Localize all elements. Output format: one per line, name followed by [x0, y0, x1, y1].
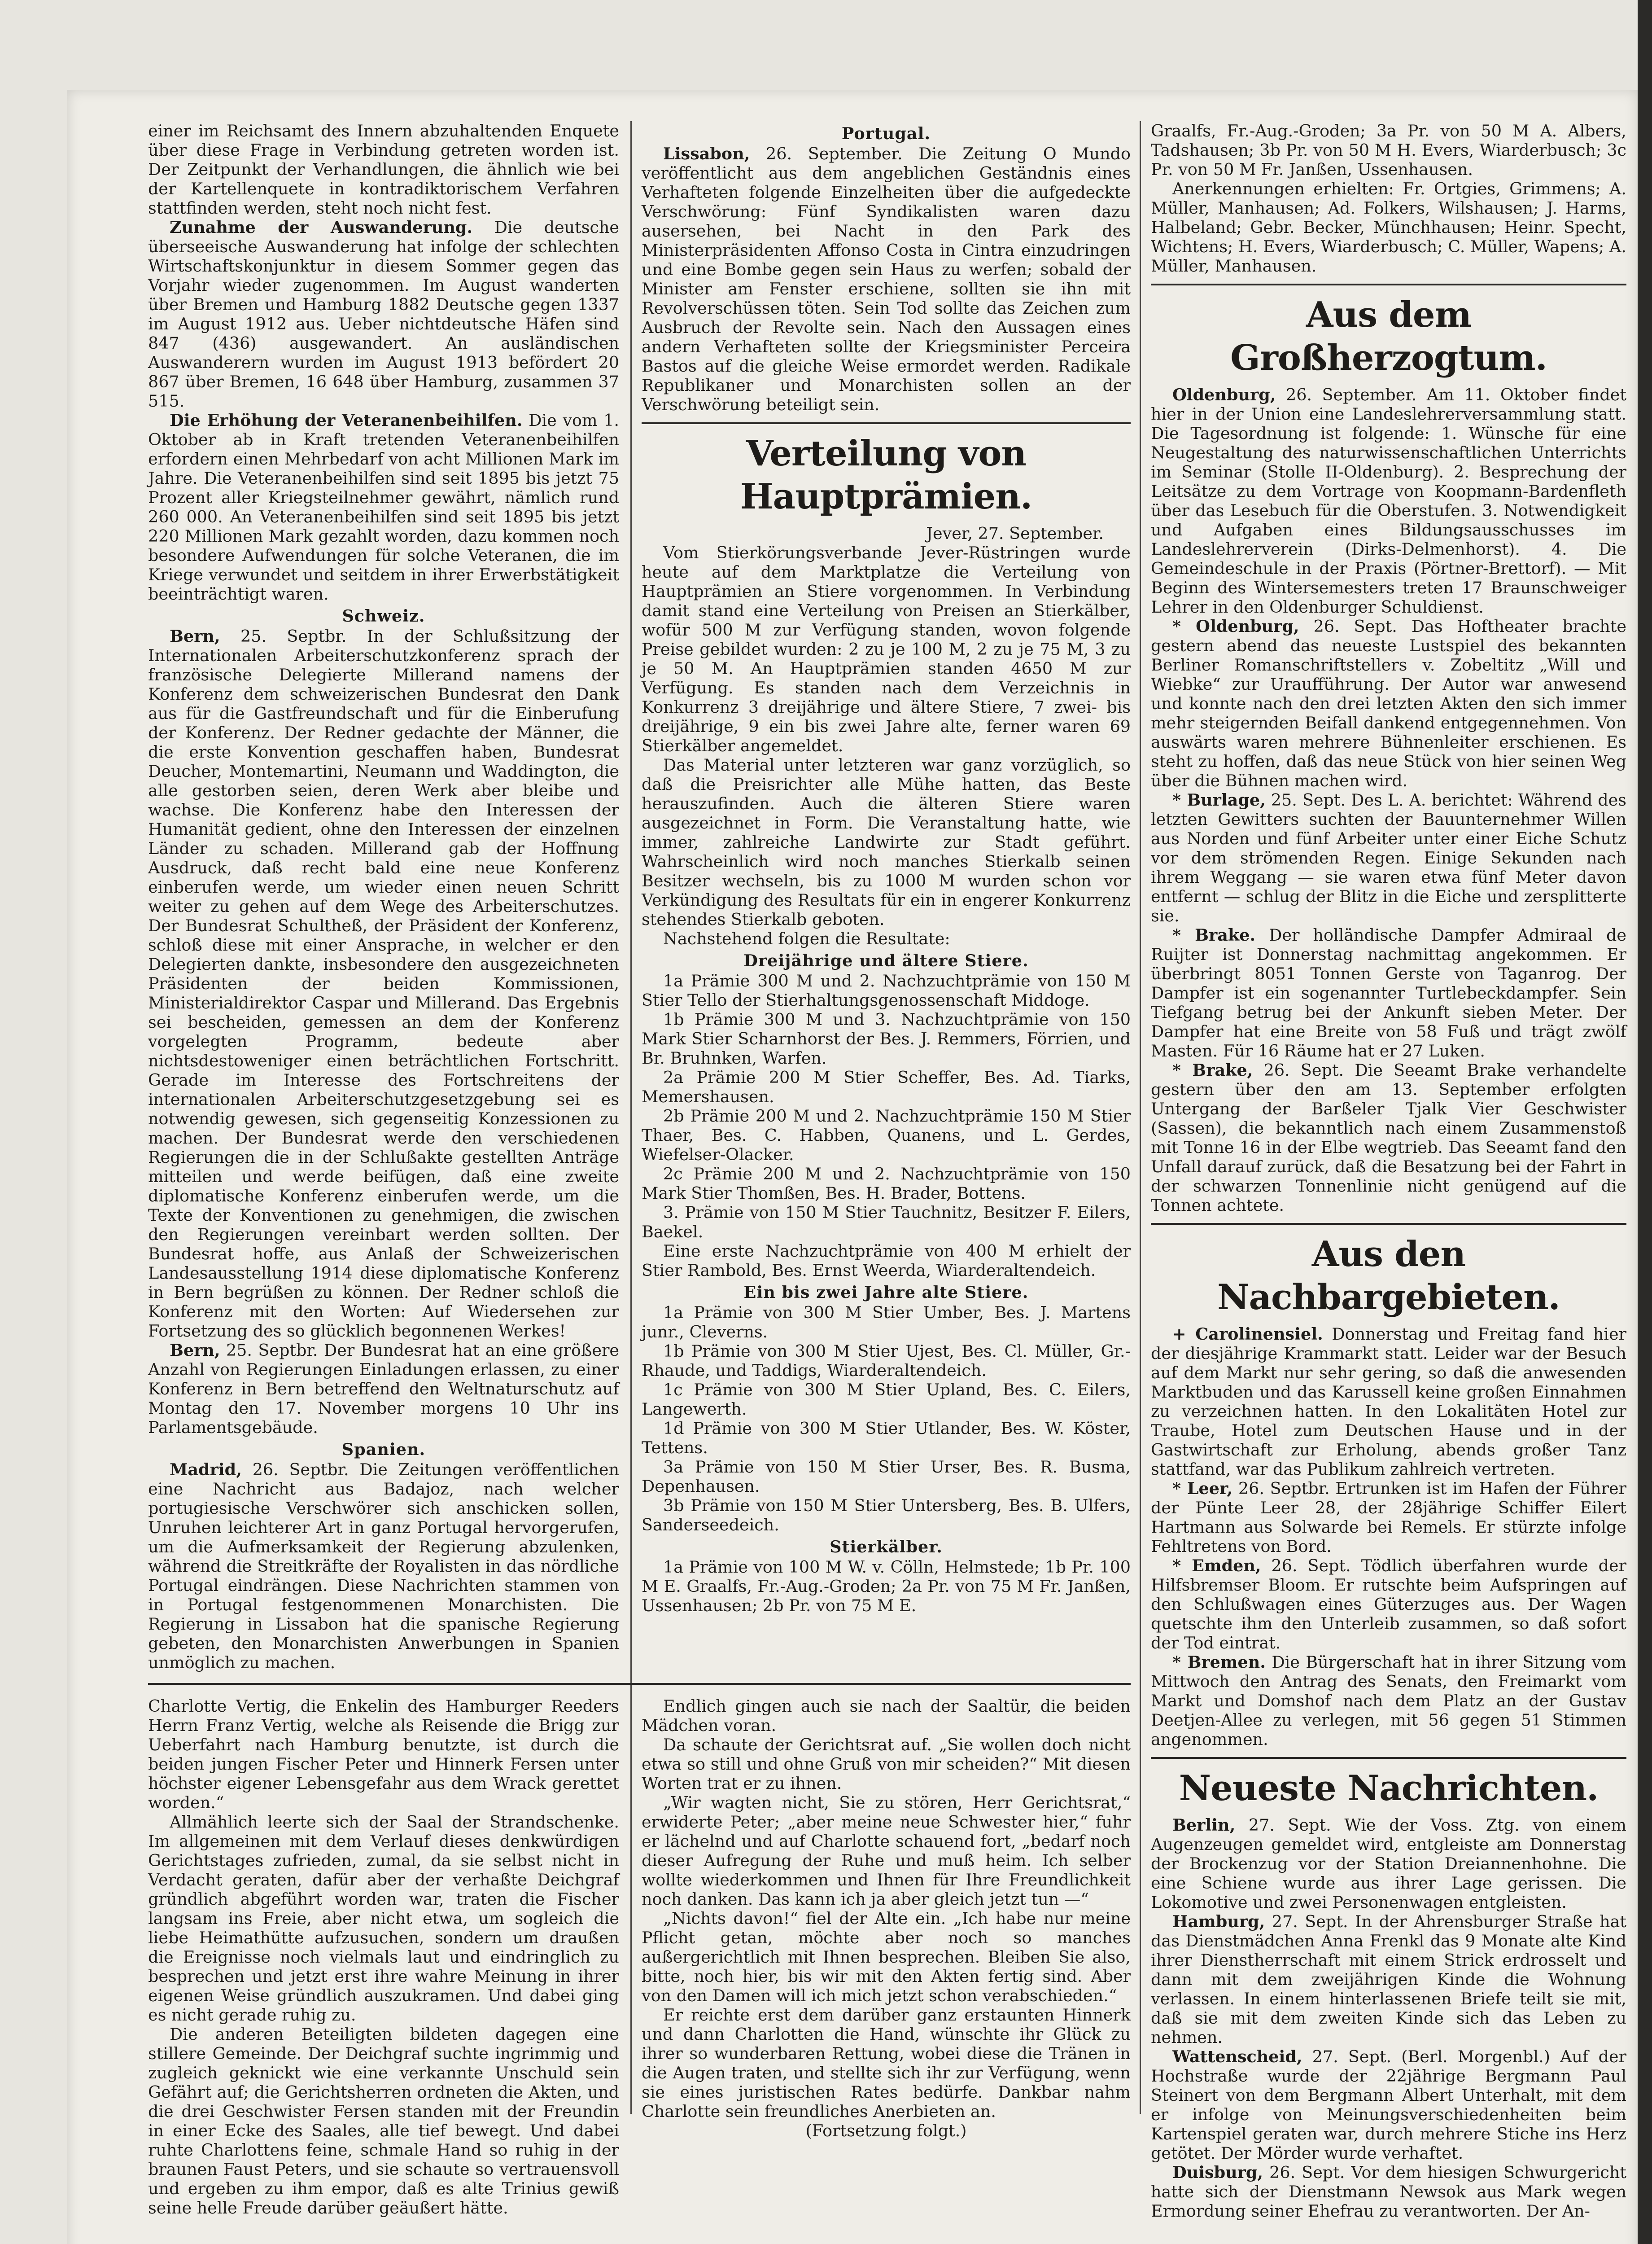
- paragraph: Das Material unter letzteren war ganz vorzüglich, so daß die Preisrichter alle Mühe hatten, das Beste herauszufinden. Auch die älteren Stiere waren ausgezeichnet in Form. Die Veranstaltung hatte, wie immer, zahlreiche Landwirte zur Stadt geführt. Wahrscheinlich wird noch manches Stierkalb seinen Besitzer wechseln, bis zu 1000 M wurden schon vor Verkündigung des Resultats für ein in engerer Konkurrenz stehendes Stierkalb geboten.: [642, 755, 1131, 929]
- section-title: Aus dem Großherzogtum.: [1230, 294, 1547, 378]
- paragraph: * Bremen. Die Bürgerschaft hat in ihrer Sitzung vom Mittwoch den Antrag des Senats, den Freimarkt vom Markt und Domshof nach dem Platz an der Gustav Deetjen-Allee zu verlegen, mit 56 gegen 51 Stimmen angenommen.: [1151, 1652, 1627, 1749]
- result-entry: 1b Prämie von 300 M Stier Ujest, Bes. Cl. Müller, Gr.-Rhaude, und Taddigs, Wiarderaltendeich.: [642, 1341, 1131, 1380]
- column-divider: [1140, 121, 1141, 2114]
- paragraph: * Brake. Der holländische Dampfer Admiraal de Ruijter ist Donnerstag nachmittag angekommen. Er überbringt 8051 Tonnen Gerste von Taganrog. Der Dampfer ist ein sogenannter Turtlebeckdampfer. Sein Tiefgang betrug bei der Ankunft sieben Meter. Der Dampfer hat eine Breite von 58 Fuß und trägt zwölf Masten. Für 16 Räume hat er 27 Luken.: [1151, 925, 1626, 1061]
- paragraph: * Brake, 26. Sept. Die Seeamt Brake verhandelte gestern über den am 13. September erfolgten Untergang der Barßeler Tjalk Vier Geschwister (Sassen), die bekanntlich nach einem Zusammenstoß mit Tonne 16 in der Elbe wegtrieb. Das Seeamt fand den Unfall darauf zurück, daß die Besatzung bei der Fahrt in der schwarzen Tonnenlinie nicht genügend auf die Tonnen achtete.: [1151, 1061, 1626, 1215]
- result-entry: 1b Prämie 300 M und 3. Nachzuchtprämie von 150 Mark Stier Scharnhorst der Bes. J. Remmers, Förrien, und Br. Bruhnken, Warfen.: [642, 1010, 1131, 1068]
- result-entry: 1a Prämie von 300 M Stier Umber, Bes. J. Martens junr., Cleverns.: [642, 1303, 1131, 1341]
- article-head: Zunahme der Auswanderung.: [170, 218, 473, 237]
- paragraph: einer im Reichsamt des Innern abzuhaltenden Enquete über diese Frage in Verbindung getreten worden ist. Der Zeitpunkt der Verhandlungen, die ähnlich wie bei der Kartellenquete in kontradiktorischem Verfahren stattfinden werden, steht noch nicht fest.: [148, 121, 619, 218]
- paragraph: Endlich gingen auch sie nach der Saaltür, die beiden Mädchen voran.: [642, 1696, 1131, 1735]
- feuilleton-column-2: [642, 1696, 1131, 2140]
- paragraph: Vom Stierkörungsverbande Jever-Rüstringen wurde heute auf dem Marktplatze die Verteilung von Hauptprämien an Stiere vorgenommen. In Verbindung damit stand eine Verteilung von Preisen an Stierkälber, wofür 500 M zur Verfügung standen, wovon folgende Preise gebildet wurden: 2 zu je 100 M, 2 zu je 75 M, 3 zu je 50 M. An Hauptprämien standen 4650 M zur Verfügung. Es standen nach dem Verzeichnis in Konkurrenz 3 dreijährige und ältere Stiere, 7 zwei- bis dreijährige, 9 ein bis zwei Jahre alte, ferner waren 69 Stierkälber angemeldet.: [642, 543, 1131, 755]
- paragraph: Da schaute der Gerichtsrat auf. „Sie wollen doch nicht etwa so still und ohne Gruß von mir scheiden?“ Mit diesen Worten trat er zu ihnen.: [642, 1735, 1131, 1793]
- dateline: * Bremen.: [1172, 1652, 1266, 1672]
- dateline: * Burlage,: [1172, 790, 1266, 810]
- column-1: [148, 121, 619, 1672]
- continuation-note: (Fortsetzung folgt.): [805, 2121, 967, 2140]
- column-2: [642, 121, 1131, 1615]
- result-entry: 1a Prämie von 100 M W. v. Cölln, Helmstede; 1b Pr. 100 M E. Graalfs, Fr.-Aug.-Groden; 2a Pr. von 75 M Fr. Janßen, Ussenhausen; 2b Pr. von 75 M E.: [642, 1557, 1131, 1615]
- rule: [1151, 1757, 1626, 1759]
- section-heading: Portugal.: [841, 124, 931, 143]
- dateline: Hamburg,: [1172, 1912, 1265, 1931]
- rule: [1151, 284, 1626, 285]
- dateline: Wattenscheid,: [1172, 2047, 1302, 2066]
- dateline: Berlin,: [1172, 1815, 1236, 1835]
- column-divider: [630, 121, 632, 2114]
- paragraph: Graalfs, Fr.-Aug.-Groden; 3a Pr. von 50 M A. Albers, Tadshausen; 3b Pr. von 50 M H. Evers, Wiarderbusch; 3c Pr. von 50 M Fr. Janßen, Ussenhausen.: [1151, 121, 1626, 179]
- dateline: * Emden,: [1172, 1556, 1261, 1575]
- rule: [1151, 1223, 1626, 1225]
- paragraph: Lissabon, 26. September. Die Zeitung O Mundo veröffentlicht aus dem angeblichen Geständnis eines Verhafteten folgende Einzelheiten über die aufgedeckte Verschwörung: Fünf Syndikalisten waren dazu ausersehen, bei Nacht in den Park des Ministerpräsidenten Affonso Costa in Cintra einzudringen und eine Bombe gegen sein Haus zu werfen; sobald der Minister am Fenster erschiene, sollten sie ihn mit Revolverschüssen töten. Sein Tod sollte das Zeichen zum Ausbruch der Revolte sein. Nach den Aussagen eines andern Verhafteten sollte der Kriegsminister Perceira Bastos auf die gleiche Weise ermordet werden. Radikale Republikaner und Monarchisten sollen an der Verschwörung beteiligt sein.: [642, 144, 1131, 414]
- paragraph: Nachstehend folgen die Resultate:: [663, 929, 950, 948]
- paragraph: Berlin, 27. Sept. Wie der Voss. Ztg. von einem Augenzeugen gemeldet wird, entgleiste am Donnerstag der Brockenzug vor der Station Dreiannenhohne. Die eine Schiene wurde aus ihrer Lage gerissen. Die Lokomotive und zwei Personenwagen entgleisten.: [1151, 1815, 1626, 1912]
- dateline: Lissabon,: [663, 144, 750, 163]
- subheading: Stierkälber.: [830, 1537, 943, 1556]
- paragraph: * Oldenburg, 26. Sept. Das Hoftheater brachte gestern abend das neueste Lustspiel des bekannten Berliner Romanschriftstellers v. Zobeltitz „Will und Wiebke“ zur Uraufführung. Der Autor war anwesend und konnte nach den drei letzten Akten den sich immer mehr steigernden Beifall dankend entgegennehmen. Von auswärts waren mehrere Bühnenleiter erschienen. Es steht zu hoffen, daß das neue Stück von hier seinen Weg über die Bühnen machen wird.: [1151, 617, 1626, 790]
- paragraph: Bern, 25. Septbr. In der Schlußsitzung der Internationalen Arbeiterschutzkonferenz sprach der französische Delegierte Millerand namens der Konferenz dem schweizerischen Bundesrat den Dank aus für die Gastfreundschaft und für die Einberufung der Konferenz. Der Redner gedachte der Männer, die die erste Konvention geschaffen haben, Bundesrat Deucher, Montemartini, Neumann und Waddington, die alle gestorben seien, deren Werk aber bleibe und wachse. Die Konferenz habe den Interessen der Humanität gedient, ohne den Interessen der einzelnen Länder zu schaden. Millerand gab der Hoffnung Ausdruck, daß recht bald eine neue Konferenz einberufen werde, um wieder einen neuen Schritt weiter zu gehen auf dem Wege des Arbeiterschutzes. Der Bundesrat Schultheß, der Präsident der Konferenz, schloß diese mit einer Ansprache, in welcher er den Delegierten dankte, insbesondere den ausgezeichneten Präsidenten der beiden Kommissionen, Ministerialdirektor Caspar und Millerand. Das Ergebnis sei bescheiden, gemessen an dem der Konferenz vorgelegten Programm, bedeute aber nichtsdestoweniger einen beträchtlichen Fortschritt. Gerade im Interesse des Fortschreitens der internationalen Arbeiterschutzgesetzgebung sei es notwendig gewesen, sich gegenseitig Konzessionen zu machen. Der Bundesrat werde den verschiedenen Regierungen die in der Schlußakte gestellten Anträge mitteilen und werde beifügen, daß eine zweite diplomatische Konferenz einberufen werde, um die Texte der Konventionen zu genehmigen, die zwischen den Regierungen vereinbart werden sollten. Der Bundesrat hoffe, aus Anlaß der Schweizerischen Landesausstellung 1914 diese diplomatische Konferenz in Bern begrüßen zu können. Der Redner schloß die Konferenz mit den Worten: Auf Wiedersehen zur Fortsetzung des so glücklich begonnenen Werkes!: [148, 627, 619, 1341]
- dateline: Bern,: [170, 627, 220, 646]
- result-entry: 1a Prämie 300 M und 2. Nachzuchtprämie von 150 M Stier Tello der Stierhaltungsgenossenschaft Middoge.: [642, 971, 1131, 1010]
- dateline: * Oldenburg,: [1172, 617, 1299, 636]
- dateline: * Brake.: [1172, 925, 1256, 945]
- dateline: * Leer,: [1172, 1479, 1233, 1498]
- paragraph: Anerkennungen erhielten: Fr. Ortgies, Grimmens; A. Müller, Manhausen; Ad. Folkers, Wilshausen; J. Harms, Halbeland; Gebr. Becker, Münchhausen; Heinr. Specht, Wichtens; H. Evers, Wiarderbusch; C. Müller, Wapens; A. Müller, Manhausen.: [1151, 179, 1626, 276]
- result-entry: 2b Prämie 200 M und 2. Nachzuchtprämie 150 M Stier Thaer, Bes. C. Habben, Quanens, und L. Gerdes, Wiefelser-Olacker.: [642, 1106, 1131, 1164]
- paragraph: Duisburg, 26. Sept. Vor dem hiesigen Schwurgericht hatte sich der Dienstmann Newsok aus Mark wegen Ermordung seiner Ehefrau zu verantworten. Der An-: [1151, 2163, 1626, 2221]
- section-heading: Schweiz.: [342, 606, 425, 626]
- result-entry: Eine erste Nachzuchtprämie von 400 M erhielt der Stier Rambold, Bes. Ernst Weerda, Wiarderaltendeich.: [642, 1241, 1131, 1280]
- paragraph: Zunahme der Auswanderung. Die deutsche überseeische Auswanderung hat infolge der schlechten Wirtschaftskonjunktur in diesem Sommer gegen das Vorjahr wieder zugenommen. Im August wanderten über Bremen und Hamburg 1882 Deutsche gegen 1337 im August 1912 aus. Ueber nichtdeutsche Häfen sind 847 (436) ausgewandert. An ausländischen Auswanderern wurden im August 1913 befördert 20 867 über Bremen, 16 648 über Hamburg, zusammen 37 515.: [148, 218, 620, 411]
- dateline: Jever, 27. September.: [926, 524, 1104, 543]
- subheading: Dreijährige und ältere Stiere.: [743, 951, 1029, 970]
- paragraph: Charlotte Vertig, die Enkelin des Hamburger Reeders Herrn Franz Vertig, welche als Reisende die Brigg zur Ueberfahrt nach Hamburg benutzte, ist durch die beiden jungen Fischer Peter und Hinnerk Fersen unter höchster eigener Lebensgefahr aus dem Wrack gerettet worden.“: [148, 1696, 619, 1812]
- paragraph: Die anderen Beteiligten bildeten dagegen eine stillere Gemeinde. Der Deichgraf suchte ingrimmig und zugleich geknickt wie eine verkannte Unschuld sein Gefährt auf; die Gerichtsherren ordneten die Akten, und die drei Geschwister Fersen standen mit der Freundin in einer Ecke des Saales, alle tief bewegt. Und dabei ruhte Charlottens feine, schmale Hand so ruhig in der braunen Faust Peters, und sie schaute so vertrauensvoll und ergeben zu ihm empor, daß es alte Trinius gewiß seine helle Freude darüber geäußert hätte.: [148, 2025, 619, 2218]
- paragraph: „Nichts davon!“ fiel der Alte ein. „Ich habe nur meine Pflicht getan, möchte aber noch so manches außergerichtlich mit Ihnen besprechen. Bleiben Sie also, bitte, noch hier, bis wir mit den Akten fertig sind. Aber von den Damen will ich mich jetzt schon verabschieden.“: [642, 1909, 1131, 2005]
- paragraph: * Leer, 26. Septbr. Ertrunken ist im Hafen der Führer der Pünte Leer 28, der 28jährige Schiffer Eilert Hartmann aus Solwarde bei Remels. Er stürzte infolge Fehltretens von Bord.: [1151, 1479, 1626, 1556]
- result-entry: 2c Prämie 200 M und 2. Nachzuchtprämie von 150 Mark Stier Thomßen, Bes. H. Brader, Bottens.: [642, 1164, 1131, 1203]
- paragraph: Allmählich leerte sich der Saal der Strandschenke. Im allgemeinen mit dem Verlauf dieses denkwürdigen Gerichtstages zufrieden, zumal, da sie selbst nicht in Verdacht geraten, dafür aber der verhaßte Deichgraf gründlich abgeführt worden war, traten die Fischer langsam ins Freie, aber nicht etwa, um sogleich die liebe Heimathütte aufzusuchen, sondern um draußen die Ereignisse noch vielmals laut und eindringlich zu besprechen und jetzt erst ihre wahre Meinung in ihrer eigenen Weise gründlich auszukramen. Und dabei ging es nicht gerade ruhig zu.: [148, 1812, 619, 2025]
- dateline: Madrid,: [170, 1460, 242, 1479]
- subheading: Ein bis zwei Jahre alte Stiere.: [743, 1283, 1029, 1302]
- column-3: [1151, 121, 1626, 2221]
- paragraph: Wattenscheid, 27. Sept. (Berl. Morgenbl.) Auf der Hochstraße wurde der 22jährige Bergmann Paul Steinert von dem Bergmann Albert Unterhalt, mit dem er infolge von Meinungsverschiedenheiten beim Kartenspiel geraten war, durch mehrere Stiche ins Herz getötet. Der Mörder wurde verhaftet.: [1151, 2047, 1626, 2163]
- dateline: Bern,: [170, 1341, 220, 1360]
- paragraph: Die Erhöhung der Veteranenbeihilfen. Die vom 1. Oktober ab in Kraft tretenden Veteranenbeihilfen erfordern einen Mehrbedarf von acht Millionen Mark im Jahre. Die Veteranenbeihilfen sind seit 1895 bis jetzt 75 Prozent aller Kriegsteilnehmer gewährt, nämlich rund 260 000. An Veteranenbeihilfen sind seit 1895 bis jetzt 220 Millionen Mark gezahlt worden, dazu kommen noch besondere Aufwendungen für solche Veteranen, die im Kriege verwundet und seitdem in ihrer Erwerbstätigkeit beeinträchtigt waren.: [148, 411, 619, 604]
- paragraph: + Carolinensiel. Donnerstag und Freitag fand hier der diesjährige Krammarkt statt. Leider war der Besuch auf dem Markt nur sehr gering, so daß die anwesenden Marktbuden und das Karussell keine großen Einnahmen zu verzeichnen hatten. In den Lokalitäten Hotel zur Traube, Hotel zum Deutschen Hause und in der Gastwirtschaft zur Erholung, abends großer Tanz stattfand, war das Publikum zahlreich vertreten.: [1151, 1324, 1626, 1479]
- dateline: Oldenburg,: [1172, 385, 1276, 404]
- scan-edge: [1638, 0, 1652, 2244]
- dateline: Duisburg,: [1172, 2163, 1263, 2182]
- paragraph: * Burlage, 25. Sept. Des L. A. berichtet: Während des letzten Gewitters suchten der Bauunternehmer Willen aus Norden und fünf Arbeiter unter einer Eiche Schutz vor dem strömenden Regen. Einige Sekunden nach ihrem Weggang — sie waren etwa fünf Meter davon entfernt — schlug der Blitz in die Eiche und zersplitterte sie.: [1151, 790, 1626, 925]
- dateline: + Carolinensiel.: [1172, 1324, 1323, 1344]
- paragraph: Oldenburg, 26. September. Am 11. Oktober findet hier in der Union eine Landeslehrerversammlung statt. Die Tagesordnung ist folgende: 1. Wünsche für eine Neugestaltung des naturwissenschaftlichen Unterrichts im Seminar (Stolle II-Oldenburg). 2. Besprechung der Leitsätze zu dem Vortrage von Koopmann-Bardenfleth über das Lesebuch für die Oberstufen. 3. Notwendigkeit und Aufgaben eines Bildungsausschusses im Landeslehrerverein (Dirks-Delmenhorst). 4. Die Gemeindeschule in der Praxis (Pörtner-Brettorf). — Mit Beginn des Wintersemesters treten 17 Braunschweiger Lehrer in den Oldenburger Schuldienst.: [1151, 385, 1626, 617]
- paragraph: Hamburg, 27. Sept. In der Ahrensburger Straße hat das Dienstmädchen Anna Frenkl das 9 Monate alte Kind ihrer Dienstherrschaft mit einem Strick erdrosselt und dann mit dem zweijährigen Kinde die Wohnung verlassen. In einem hinterlassenen Briefe teilt sie mit, daß sie mit dem zweiten Kinde sich das Leben zu nehmen.: [1151, 1912, 1626, 2047]
- paragraph: Bern, 25. Septbr. Der Bundesrat hat an eine größere Anzahl von Regierungen Einladungen erlassen, zu einer Konferenz in Bern betreffend den Weltnaturschutz auf Montag den 17. November morgens 10 Uhr ins Parlamentsgebäude.: [148, 1341, 619, 1437]
- article-title: Verteilung von Hauptprämien.: [740, 433, 1032, 517]
- result-entry: 3b Prämie von 150 M Stier Untersberg, Bes. B. Ulfers, Sanderseedeich.: [642, 1496, 1131, 1534]
- dateline: * Brake,: [1172, 1061, 1253, 1080]
- result-entry: 3a Prämie von 150 M Stier Urser, Bes. R. Busma, Depenhausen.: [642, 1457, 1131, 1496]
- feuilleton-column-1: [148, 1696, 619, 2218]
- article-head: Die Erhöhung der Veteranenbeihilfen.: [170, 411, 523, 430]
- section-title: Aus den Nachbargebieten.: [1217, 1234, 1560, 1318]
- section-heading: Spanien.: [341, 1440, 426, 1459]
- result-entry: 2a Prämie 200 M Stier Scheffer, Bes. Ad. Tiarks, Memershausen.: [642, 1068, 1131, 1106]
- paragraph: „Wir wagten nicht, Sie zu stören, Herr Gerichtsrat,“ erwiderte Peter; „aber meine neue Schwester hier,“ fuhr er lächelnd und auf Charlotte schauend fort, „bedarf noch dieser Aufregung der Ruhe und muß heim. Ich selber wollte wiederkommen und Ihnen für Ihre Freundlichkeit noch danken. Das kann ich ja aber gleich jetzt tun —“: [642, 1793, 1131, 1909]
- feuilleton-divider: [148, 1683, 1131, 1685]
- rule: [642, 422, 1131, 424]
- result-entry: 1d Prämie von 300 M Stier Utlander, Bes. W. Köster, Tettens.: [642, 1419, 1131, 1457]
- paragraph: Er reichte erst dem darüber ganz erstaunten Hinnerk und dann Charlotten die Hand, wünschte ihr Glück zu ihrer so wunderbaren Rettung, wobei diese die Tränen in die Augen traten, und stellte sich ihr zur Verfügung, wenn sie eines juristischen Rates bedürfe. Dankbar nahm Charlotte sein freundliches Anerbieten an.: [642, 2005, 1131, 2121]
- paragraph: Madrid, 26. Septbr. Die Zeitungen veröffentlichen eine Nachricht aus Badajoz, nach welcher portugiesische Verschwörer sich anschicken sollen, Unruhen leichterer Art in ganz Portugal hervorgerufen, um die Aufmerksamkeit der Regierung abzulenken, während die Streitkräfte der Royalisten in das nördliche Portugal eindrängen. Diese Nachrichten stammen von in Portugal festgenommenen Monarchisten. Die Regierung in Lissabon hat die spanische Regierung gebeten, den Monarchisten Anwerbungen in Spanien unmöglich zu machen.: [148, 1460, 619, 1672]
- result-entry: 1c Prämie von 300 M Stier Upland, Bes. C. Eilers, Langewerth.: [642, 1380, 1131, 1419]
- section-title: Neueste Nachrichten.: [1179, 1768, 1599, 1809]
- paragraph: * Emden, 26. Sept. Tödlich überfahren wurde der Hilfsbremser Bloom. Er rutschte beim Aufspringen auf den Schlußwagen eines Güterzuges aus. Der Wagen quetschte ihm den Unterleib zusammen, so daß sofort der Tod eintrat.: [1151, 1556, 1626, 1652]
- result-entry: 3. Prämie von 150 M Stier Tauchnitz, Besitzer F. Eilers, Baekel.: [642, 1203, 1131, 1241]
